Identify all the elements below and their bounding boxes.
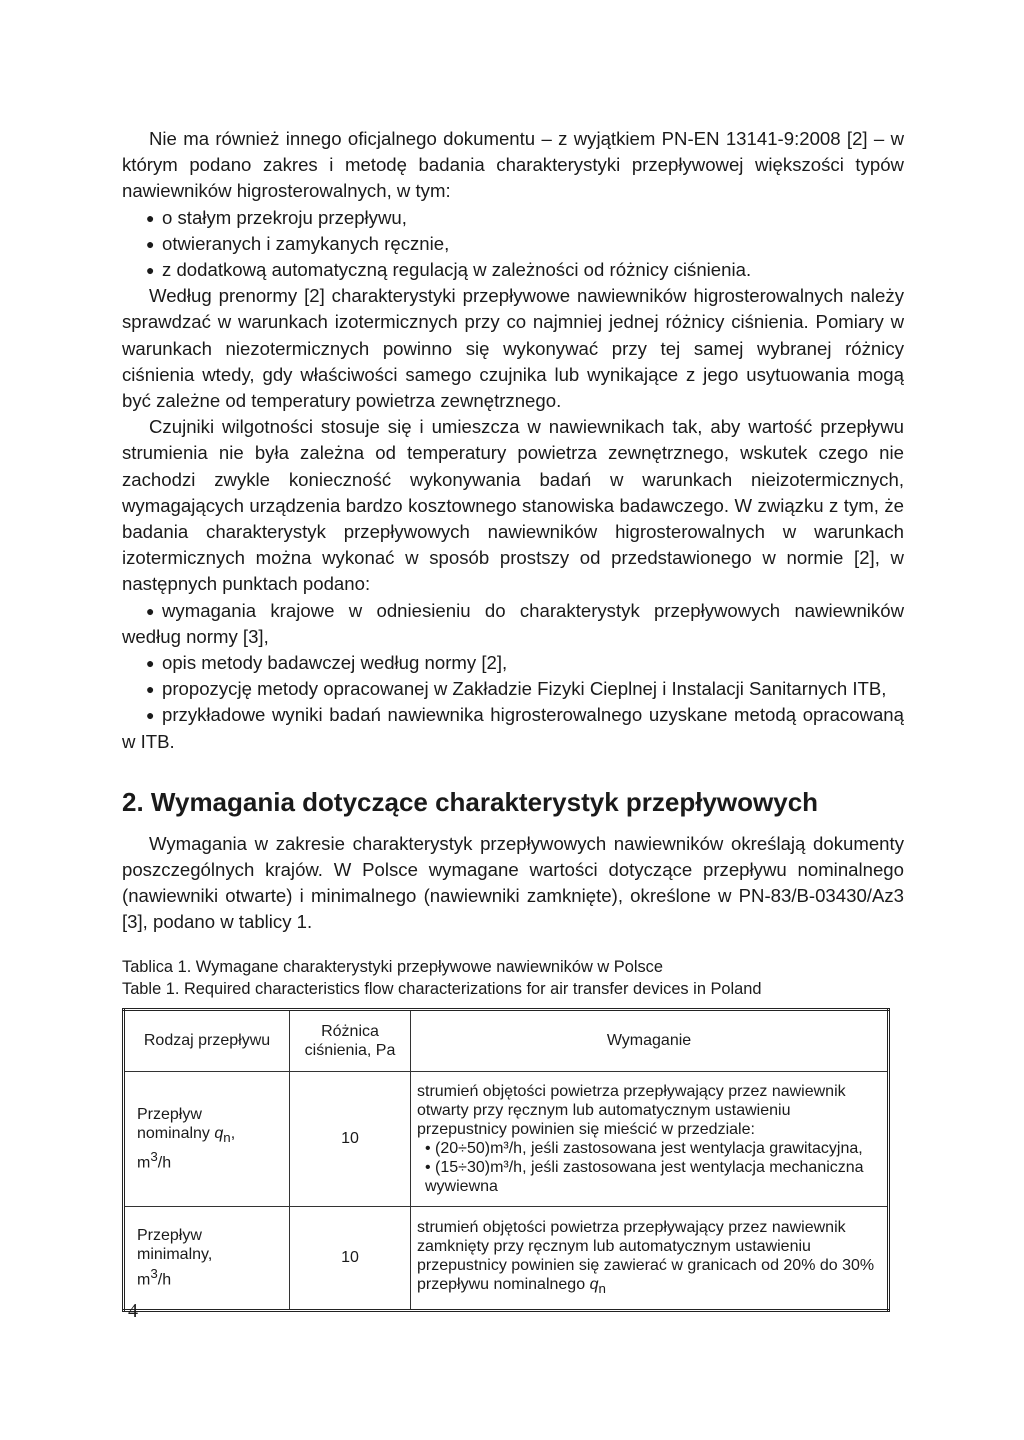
list-item: ● o stałym przekroju przepływu, [122,205,904,231]
bullet-icon: ● [146,235,155,252]
pressure-cell: 10 [290,1206,411,1310]
page-content [122,126,904,1312]
list-item: ● opis metody badawczej według normy [2], [122,650,904,676]
table-captions [122,956,904,1000]
list-item: ● propozycję metody opracowanej w Zakładzie Fizyki Cieplnej i Instalacji Sanitarnych ITB, [122,676,904,702]
table-header-row [124,1009,889,1071]
bullet-list-2 [122,598,904,755]
flow-type-cell: Przepływ minimalny, $m^3/h$ [124,1206,290,1310]
list-item: ● otwieranych i zamykanych ręcznie, [122,231,904,257]
pressure-cell: 10 [290,1071,411,1206]
table-row [124,1206,889,1310]
list-item: ● z dodatkową automatyczną regulacją w zależności od różnicy ciśnienia. [122,257,904,283]
bullet-icon: ● [146,681,155,698]
flow-type-cell: Przepływ nominalny $q_n$, $m^3/h$ [124,1071,290,1206]
requirement-cell: strumień objętości powietrza przepływający przez nawiewnik otwarty przy ręcznym lub automatycznym ustawieniu przepustnicy powinien się mieścić w przedziale: • (20÷50)m³/h, jeśli zastosowana jest wentylacja grawitacyjna, • (15÷30)m³/h, jeśli zastosowana jest wentylacja mechaniczna wywiewna [411,1071,889,1206]
bullet-icon: ● [146,655,155,672]
table-row [124,1071,889,1206]
section-paragraph: Wymagania w zakresie charakterystyk przepływowych nawiewników określają dokumenty poszczególnych krajów. W Polsce wymagane wartości dotyczące przepływu nominalnego (nawiewniki otwarte) i minimalnego (nawiewniki zamknięte), określone w PN-83/B-03430/Az3 [3], podano w tablicy 1. [122,832,904,933]
header-pressure-difference: Różnica ciśnienia, Pa [290,1009,411,1071]
intro-paragraph-2: Według prenormy [2] charakterystyki przepływowe nawiewników higrosterowalnych należy sprawdzać w warunkach izotermicznych przy co najmniej jednej różnicy ciśnienia. Pomiary w warunkach niezotermicznych powinno się wykonywać przy tej samej wybranej różnicy ciśnienia wtedy, gdy właściwości samego czujnika lub wynikające z jego usytuowania mogą być zależne od temperatury powietrza zewnętrznego. [122,285,904,412]
page-number: 4 [128,1300,138,1322]
table-caption-en: Table 1. Required characteristics flow characterizations for air transfer devices in Poland [122,979,762,998]
header-flow-type: Rodzaj przepływu [124,1009,290,1071]
intro-paragraph-3: Czujniki wilgotności stosuje się i umieszcza w nawiewnikach tak, aby wartość przepływu strumienia nie była zależna od temperatury powietrza zewnętrznego, wskutek czego nie zachodzi zwykle konieczność wykonywania badań w warunkach nieizotermicznych, wymagających urządzenia bardzo kosztownego stanowiska badawczego. W związku z tym, że badania charakterystyk przepływowych nawiewników higrosterowalnych w warunkach izotermicznych można wykonać w sposób prostszy od przedstawionego w normie [2], w następnych punktach podano: [122,416,904,595]
bullet-icon: ● [146,707,155,724]
list-item: ● przykładowe wyniki badań nawiewnika higrosterowalnego uzyskane metodą opracowaną w ITB. [122,704,904,752]
requirement-cell: strumień objętości powietrza przepływający przez nawiewnik zamknięty przy ręcznym lub automatycznym ustawieniu przepustnicy powinien się zawierać w granicach od 20% do 30% przepływu nominalnego $q_n$ [411,1206,889,1310]
table-caption-pl: Tablica 1. Wymagane charakterystyki przepływowe nawiewników w Polsce [122,957,663,976]
bullet-icon: ● [146,602,155,619]
list-item: ● wymagania krajowe w odniesieniu do charakterystyk przepływowych nawiewników według normy [3], [122,599,904,647]
section-heading: 2. Wymagania dotyczące charakterystyk przepływowych [122,786,819,817]
bullet-list-1 [122,205,904,284]
intro-paragraph-1: Nie ma również innego oficjalnego dokumentu – z wyjątkiem PN-EN 13141-9:2008 [2] – w którym podano zakres i metodę badania charakterystyki przepływowej większości typów nawiewników higrosterowalnych, w tym: [122,128,904,202]
bullet-icon: ● [146,209,155,226]
requirements-table [122,1008,890,1312]
header-requirement: Wymaganie [411,1009,889,1071]
bullet-icon: ● [146,262,155,279]
